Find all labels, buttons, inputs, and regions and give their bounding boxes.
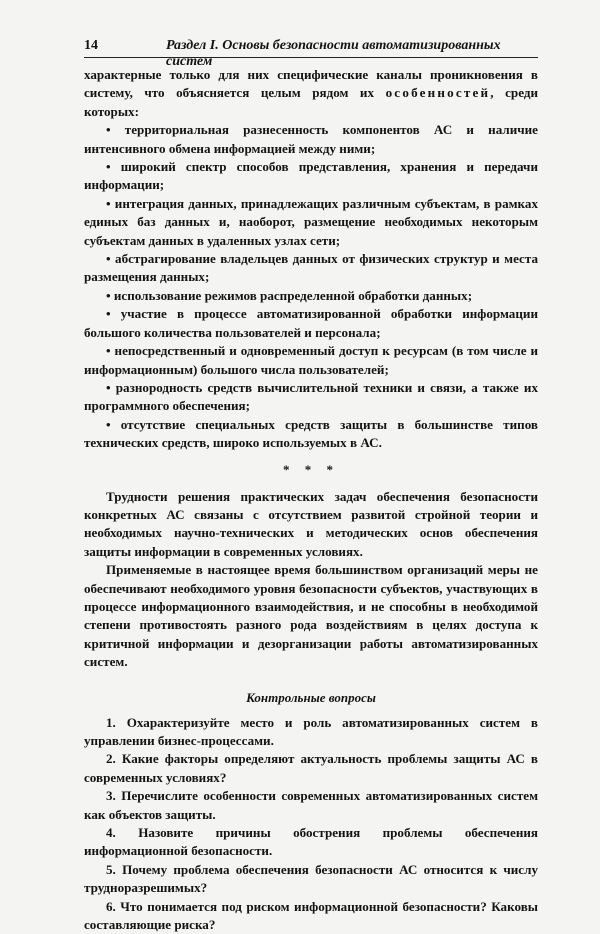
bullet-item: • непосредственный и одновременный доступ к ресурсам (в том числе и информационным) большого числа пользователей; <box>84 343 538 377</box>
question-item: 2. Какие факторы определяют актуальность проблемы защиты АС в современных условиях? <box>84 751 538 785</box>
intro-ending: , среди которых: <box>84 85 538 119</box>
question-item: 1. Охарактеризуйте место и роль автоматизированных систем в управлении бизнес-процессами. <box>84 714 538 748</box>
bullet-item: • интеграция данных, принадлежащих различным субъектам, в рамках единых баз данных и, наоборот, размещение необходимых некоторым субъектам данных в удаленных узлах сети; <box>84 195 538 248</box>
bullet-item: • разнородность средств вычислительной техники и связи, а также их программного обеспечения; <box>84 379 538 414</box>
questions-title: Контрольные вопросы <box>246 689 376 705</box>
question-item: 5. Почему проблема обеспечения безопасности АС относится к числу трудноразрешимых? <box>84 861 538 896</box>
running-head: Раздел I. Основы безопасности автоматизированных систем <box>166 38 501 69</box>
page-body <box>84 66 538 934</box>
page-header <box>84 38 538 69</box>
intro-emphasis: особенностей <box>385 85 491 101</box>
question-item: 3. Перечислите особенности современных автоматизированных систем как объектов защиты. <box>84 788 538 822</box>
body-paragraph: Применяемые в настоящее время большинством организаций меры не обеспечивают необходимого уровня безопасности субъектов, участвующих в процессе информационного взаимодействия, и не способны в необходимой степени противостоять разного рода воздействиям в целях доступа к критичной информации и дезорганизации работы автоматизированных систем. <box>84 562 538 670</box>
bullet-item: • абстрагирование владельцев данных от физических структур и места размещения данных; <box>84 251 538 285</box>
bullet-item: • отсутствие специальных средств защиты в большинстве типов технических средств, широко используемых в АС. <box>84 416 538 451</box>
page-number: 14 <box>84 38 98 53</box>
bullet-item: • участие в процессе автоматизированной обработки информации большого количества пользователей и персонала; <box>84 306 538 340</box>
question-item: 6. Что понимается под риском информационной безопасности? Каковы составляющие риска? <box>84 898 538 933</box>
bullet-item: • широкий спектр способов представления, хранения и передачи информации; <box>84 159 538 193</box>
intro-text: характерные только для них специфические каналы проникновения в систему, что объясняется целым рядом их <box>84 67 538 101</box>
question-item: 4. Назовите причины обострения проблемы обеспечения информационной безопасности. <box>84 825 538 859</box>
bullet-item: • использование режимов распределенной обработки данных; <box>106 287 473 303</box>
bullet-item: • территориальная разнесенность компонентов АС и наличие интенсивного обмена информацией между ними; <box>84 122 538 156</box>
intro-paragraph <box>84 66 538 121</box>
section-separator: * * * <box>283 461 339 477</box>
body-paragraph: Трудности решения практических задач обеспечения безопасности конкретных АС связаны с отсутствием развитой стройной теории и необходимых научно-технических и методических основ обеспечения защиты информации в современных условиях. <box>84 488 538 559</box>
header-rule <box>84 57 538 58</box>
